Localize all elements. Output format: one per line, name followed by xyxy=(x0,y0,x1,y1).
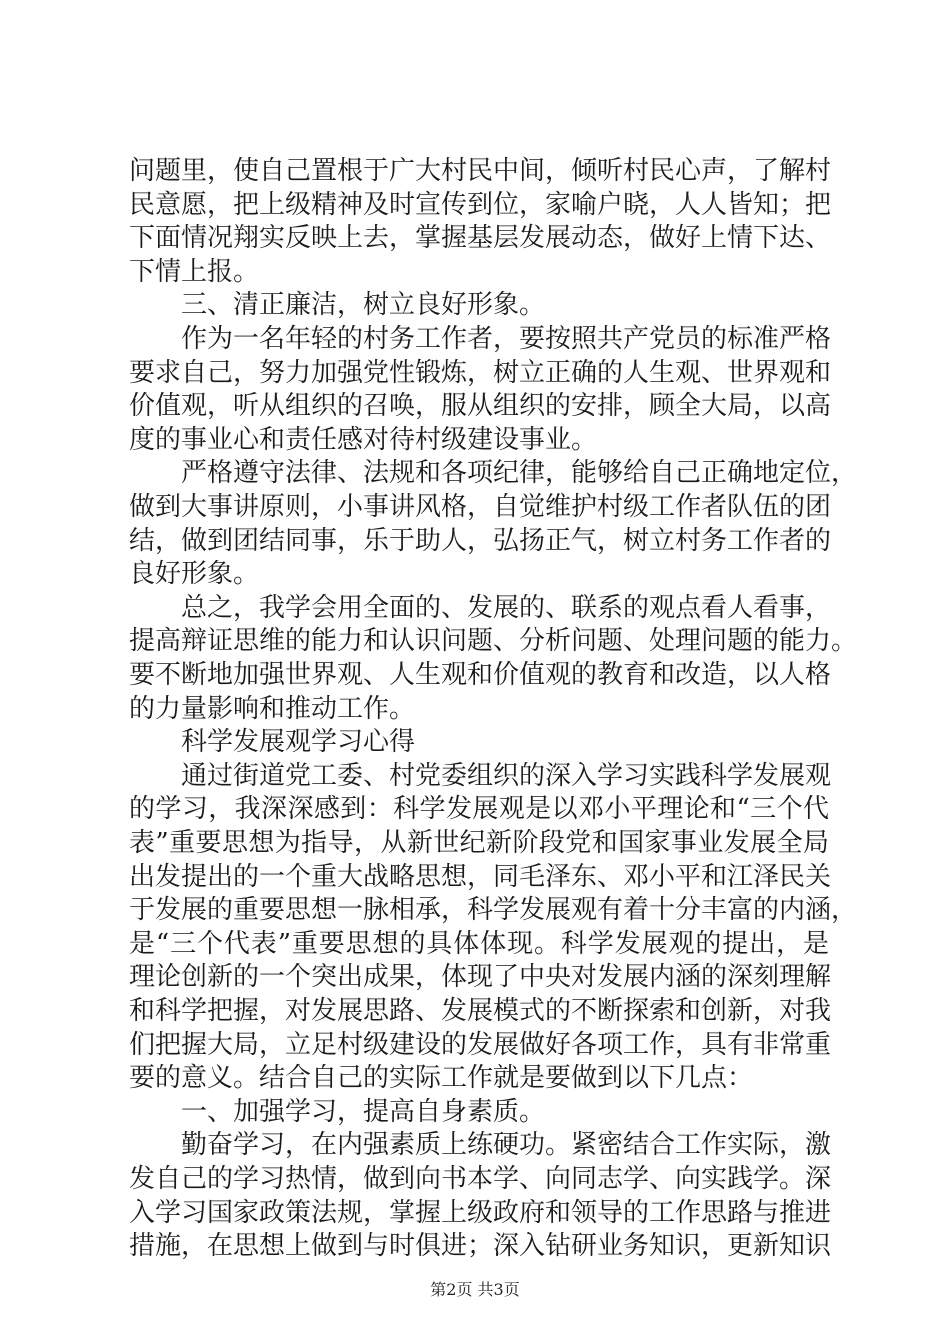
text-line: 于发展的重要思想一脉相承，科学发展观有着十分丰富的内涵， xyxy=(129,895,858,925)
text-line: 度的事业心和责任感对待村级建设事业。 xyxy=(129,425,598,455)
text-line: 三、清正廉洁，树立良好形象。 xyxy=(181,290,546,320)
text-line: 做到大事讲原则，小事讲风格，自觉维护村级工作者队伍的团 xyxy=(129,492,832,522)
text-line: 下情上报。 xyxy=(129,257,260,287)
text-line: 是“三个代表”重要思想的具体体现。科学发展观的提出，是 xyxy=(129,929,829,959)
text-line: 良好形象。 xyxy=(129,559,260,589)
text-line: 的学习，我深深感到：科学发展观是以邓小平理论和“三个代 xyxy=(129,794,829,824)
text-line: 民意愿，把上级精神及时宣传到位，家喻户晓，人人皆知；把 xyxy=(129,190,832,220)
text-line: 要不断地加强世界观、人生观和价值观的教育和改造，以人格 xyxy=(129,660,832,690)
text-line: 结，做到团结同事，乐于助人，弘扬正气，树立村务工作者的 xyxy=(129,526,832,556)
text-line: 发自己的学习热情，做到向书本学、向同志学、向实践学。深 xyxy=(129,1164,832,1194)
text-line: 问题里，使自己置根于广大村民中间，倾听村民心声，了解村 xyxy=(129,156,832,186)
text-line: 总之，我学会用全面的、发展的、联系的观点看人看事， xyxy=(181,593,832,623)
text-line: 出发提出的一个重大战略思想，同毛泽东、邓小平和江泽民关 xyxy=(129,862,832,892)
text-line: 入学习国家政策法规，掌握上级政府和领导的工作思路与推进 xyxy=(129,1198,832,1228)
text-line: 通过街道党工委、村党委组织的深入学习实践科学发展观 xyxy=(181,761,832,791)
text-line: 一、加强学习，提高自身素质。 xyxy=(181,1097,546,1127)
text-line: 措施，在思想上做到与时俱进；深入钻研业务知识，更新知识 xyxy=(129,1231,832,1261)
text-line: 科学发展观学习心得 xyxy=(181,727,416,757)
text-line: 价值观，听从组织的召唤，服从组织的安排，顾全大局，以高 xyxy=(129,391,832,421)
text-line: 要求自己，努力加强党性锻炼，树立正确的人生观、世界观和 xyxy=(129,358,832,388)
text-line: 下面情况翔实反映上去，掌握基层发展动态，做好上情下达、 xyxy=(129,223,832,253)
text-line: 勤奋学习，在内强素质上练硬功。紧密结合工作实际，激 xyxy=(181,1130,832,1160)
text-line: 的力量影响和推动工作。 xyxy=(129,694,416,724)
text-line: 表”重要思想为指导，从新世纪新阶段党和国家事业发展全局 xyxy=(129,828,829,858)
page-footer: 第2页 共3页 xyxy=(430,1280,520,1299)
text-line: 和科学把握，对发展思路、发展模式的不断探索和创新，对我 xyxy=(129,996,832,1026)
text-line: 严格遵守法律、法规和各项纪律，能够给自己正确地定位， xyxy=(181,458,858,488)
text-line: 们把握大局，立足村级建设的发展做好各项工作，具有非常重 xyxy=(129,1030,832,1060)
text-line: 作为一名年轻的村务工作者，要按照共产党员的标准严格 xyxy=(181,324,832,354)
text-line: 提高辩证思维的能力和认识问题、分析问题、处理问题的能力。 xyxy=(129,626,858,656)
text-line: 要的意义。结合自己的实际工作就是要做到以下几点： xyxy=(129,1063,754,1093)
text-line: 理论创新的一个突出成果，体现了中央对发展内涵的深刻理解 xyxy=(129,962,832,992)
